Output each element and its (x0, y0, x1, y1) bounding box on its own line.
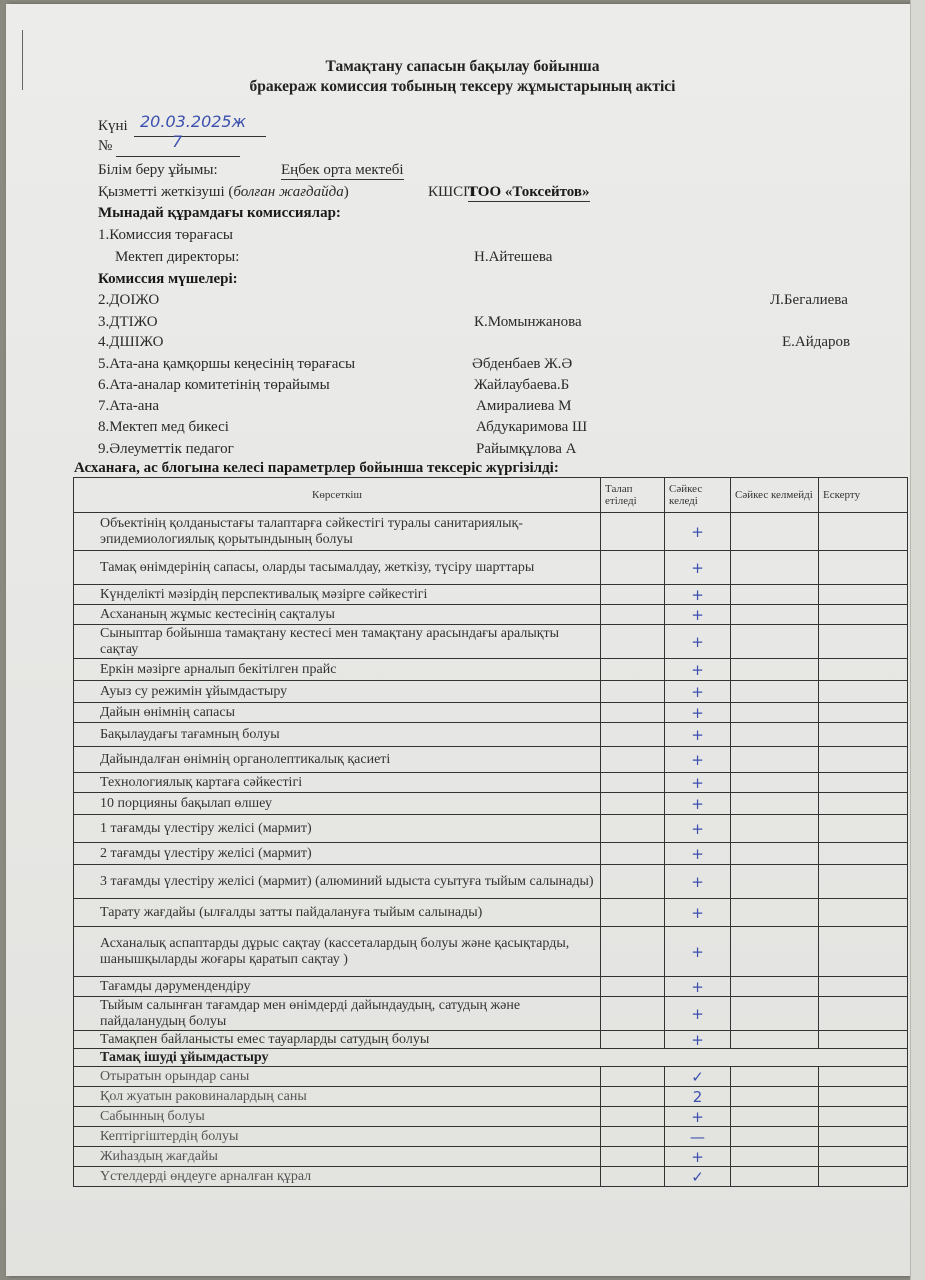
col-header-noncompliant: Сәйкес келмейді (731, 478, 819, 513)
col-header-note: Ескерту (819, 478, 908, 513)
document-title-line2: бракераж комиссия тобының тексеру жұмыстарының актісі (249, 78, 676, 95)
row-noncompliant (731, 513, 819, 551)
row-compliant-mark: + (665, 1107, 731, 1127)
page-edge (910, 0, 925, 1280)
row-required (601, 899, 665, 927)
row-indicator: Бақылаудағы тағамның болуы (74, 723, 601, 747)
row-required (601, 747, 665, 773)
supplier-hint: болған жағдайда (233, 184, 344, 200)
table-row (74, 773, 908, 793)
row-compliant-mark: — (665, 1127, 731, 1147)
row-indicator: 2 тағамды үлестіру желісі (мармит) (74, 843, 601, 865)
row-required (601, 625, 665, 659)
row-compliant-mark: + (665, 1031, 731, 1049)
row-indicator: 1 тағамды үлестіру желісі (мармит) (74, 815, 601, 843)
row-required (601, 703, 665, 723)
director-label: Мектеп директоры: (115, 249, 240, 265)
row-noncompliant (731, 843, 819, 865)
member-role: 2.ДОІЖО (98, 292, 160, 308)
row-note (819, 899, 908, 927)
table-intro: Асханаға, ас блогына келесі параметрлер бойынша тексеріс жүргізілді: (74, 460, 559, 476)
row-indicator: Еркін мәзірге арналып бекітілген прайс (74, 659, 601, 681)
commission-heading: Мынадай құрамдағы комиссиялар: (98, 205, 341, 221)
table-row (74, 899, 908, 927)
row-required (601, 513, 665, 551)
row-indicator: Тарату жағдайы (ылғалды затты пайдалануға тыйым салынады) (74, 899, 601, 927)
director-name: Н.Айтешева (474, 249, 553, 265)
row-note (819, 773, 908, 793)
row-required (601, 585, 665, 605)
row-indicator: 3 тағамды үлестіру желісі (мармит) (алюминий ыдыста суытуға тыйым салынады) (74, 865, 601, 899)
row-required (601, 865, 665, 899)
member-name: Жайлаубаева.Б (474, 377, 570, 393)
member-role: 4.ДШІЖО (98, 334, 164, 350)
row-note (819, 1127, 908, 1147)
supplier-line (98, 184, 349, 201)
row-compliant-mark: + (665, 997, 731, 1031)
row-required (601, 1167, 665, 1187)
row-required (601, 815, 665, 843)
row-indicator: Технологиялық картаға сәйкестігі (74, 773, 601, 793)
table-row (74, 1067, 908, 1087)
table-row (74, 997, 908, 1031)
row-noncompliant (731, 681, 819, 703)
org-value: Еңбек орта мектебі (281, 162, 404, 178)
row-note (819, 1067, 908, 1087)
table-row (74, 815, 908, 843)
table-row (74, 747, 908, 773)
row-indicator: Тағамды дәрумендендіру (74, 977, 601, 997)
row-required (601, 793, 665, 815)
table-row (74, 843, 908, 865)
row-compliant-mark: ✓ (665, 1067, 731, 1087)
supplier-close: ) (343, 184, 349, 200)
section-row (74, 1049, 908, 1067)
row-noncompliant (731, 1107, 819, 1127)
supplier-label: Қызметті жеткізуші ( (98, 184, 234, 200)
row-note (819, 659, 908, 681)
member-name: Әбденбаев Ж.Ә (472, 356, 573, 372)
row-indicator: Асханалық аспаптарды дұрыс сақтау (кассеталардың болуы және қасықтарды, шанышқыларды жоғары қаратып сақтау ) (74, 927, 601, 977)
row-indicator: Отыратын орындар саны (74, 1067, 601, 1087)
table-header-row (74, 478, 908, 513)
commission-chair-label: 1.Комиссия төрағасы (98, 227, 233, 243)
col-header-compliant: Сәйкес келеді (665, 478, 731, 513)
row-note (819, 703, 908, 723)
row-indicator: 10 порцияны бақылап өлшеу (74, 793, 601, 815)
number-value: 7 (172, 132, 183, 151)
col-header-indicator: Көрсеткіш (74, 478, 601, 513)
row-compliant-mark: + (665, 773, 731, 793)
row-compliant-mark: + (665, 625, 731, 659)
row-compliant-mark: + (665, 681, 731, 703)
member-role: 8.Мектеп мед бикесі (98, 419, 229, 435)
supplier-prefix: КШСП (428, 184, 474, 200)
row-noncompliant (731, 899, 819, 927)
row-required (601, 1067, 665, 1087)
row-required (601, 1127, 665, 1147)
inspection-table (73, 477, 908, 1187)
row-compliant-mark: + (665, 703, 731, 723)
table-row (74, 585, 908, 605)
row-note (819, 747, 908, 773)
row-noncompliant (731, 1147, 819, 1167)
row-compliant-mark: + (665, 659, 731, 681)
table-row (74, 723, 908, 747)
row-indicator: Тамақпен байланысты емес тауарларды сатудың болуы (74, 1031, 601, 1049)
table-row (74, 1127, 908, 1147)
table-row (74, 1107, 908, 1127)
row-noncompliant (731, 1087, 819, 1107)
row-required (601, 1087, 665, 1107)
row-note (819, 1087, 908, 1107)
row-indicator: Жиһаздың жағдайы (74, 1147, 601, 1167)
row-indicator: Күнделікті мәзірдің перспективалық мәзірге сәйкестігі (74, 585, 601, 605)
row-compliant-mark: + (665, 815, 731, 843)
row-noncompliant (731, 1127, 819, 1147)
members-heading: Комиссия мүшелері: (98, 271, 238, 287)
member-name: Амиралиева М (476, 398, 572, 414)
table-row (74, 865, 908, 899)
row-required (601, 773, 665, 793)
row-required (601, 605, 665, 625)
row-note (819, 585, 908, 605)
row-note (819, 977, 908, 997)
row-required (601, 681, 665, 703)
row-required (601, 843, 665, 865)
row-required (601, 927, 665, 977)
row-noncompliant (731, 865, 819, 899)
row-required (601, 1107, 665, 1127)
row-noncompliant (731, 997, 819, 1031)
row-compliant-mark: + (665, 843, 731, 865)
table-row (74, 977, 908, 997)
table-row (74, 551, 908, 585)
row-note (819, 1147, 908, 1167)
row-noncompliant (731, 977, 819, 997)
row-indicator: Тамақ өнімдерінің сапасы, оларды тасымалдау, жеткізу, түсіру шарттары (74, 551, 601, 585)
row-noncompliant (731, 1067, 819, 1087)
row-note (819, 997, 908, 1031)
row-indicator: Ауыз су режимін ұйымдастыру (74, 681, 601, 703)
row-noncompliant (731, 605, 819, 625)
row-note (819, 681, 908, 703)
row-indicator: Сабынның болуы (74, 1107, 601, 1127)
row-indicator: Тыйым салынған тағамдар мен өнімдерді дайындаудың, сатудың және пайдаланудың болуы (74, 997, 601, 1031)
row-indicator: Асхананың жұмыс кестесінің сақталуы (74, 605, 601, 625)
row-noncompliant (731, 551, 819, 585)
row-noncompliant (731, 703, 819, 723)
member-name: Райымқұлова А (476, 441, 577, 457)
row-noncompliant (731, 773, 819, 793)
row-required (601, 551, 665, 585)
row-required (601, 723, 665, 747)
row-compliant-mark: + (665, 927, 731, 977)
row-compliant-mark: + (665, 793, 731, 815)
row-compliant-mark: + (665, 723, 731, 747)
row-compliant-mark: + (665, 747, 731, 773)
row-noncompliant (731, 793, 819, 815)
table-row (74, 1147, 908, 1167)
row-note (819, 723, 908, 747)
row-indicator: Дайын өнімнің сапасы (74, 703, 601, 723)
row-compliant-mark: ✓ (665, 1167, 731, 1187)
member-role: 9.Әлеуметтік педагог (98, 441, 234, 457)
row-required (601, 1031, 665, 1049)
row-compliant-mark: + (665, 605, 731, 625)
row-note (819, 605, 908, 625)
member-name: К.Момынжанова (474, 314, 582, 330)
row-compliant-mark: + (665, 899, 731, 927)
table-row (74, 793, 908, 815)
table-row (74, 605, 908, 625)
row-note (819, 513, 908, 551)
row-note (819, 927, 908, 977)
row-noncompliant (731, 723, 819, 747)
member-name: Абдукаримова Ш (476, 419, 588, 435)
member-name: Л.Бегалиева (770, 292, 848, 308)
member-name: Е.Айдаров (782, 334, 851, 350)
row-indicator: Дайындалған өнімнің органолептикалық қасиеті (74, 747, 601, 773)
table-row (74, 703, 908, 723)
table-row (74, 625, 908, 659)
row-compliant-mark: + (665, 551, 731, 585)
col-header-required: Талап етіледі (601, 478, 665, 513)
row-noncompliant (731, 815, 819, 843)
member-role: 6.Ата-аналар комитетінің төрайымы (98, 377, 330, 393)
document-title-line1: Тамақтану сапасын бақылау бойынша (325, 58, 600, 75)
row-indicator: Үстелдерді өңдеуге арналған құрал (74, 1167, 601, 1187)
row-note (819, 815, 908, 843)
row-note (819, 793, 908, 815)
row-note (819, 1031, 908, 1049)
section-heading: Тамақ ішуді ұйымдастыру (74, 1049, 908, 1067)
row-note (819, 625, 908, 659)
row-indicator: Қол жуатын раковиналардың саны (74, 1087, 601, 1107)
row-noncompliant (731, 927, 819, 977)
date-value: 20.03.2025ж (140, 112, 247, 131)
row-compliant-mark: + (665, 865, 731, 899)
row-noncompliant (731, 625, 819, 659)
date-label: Күні (98, 118, 128, 134)
table-row (74, 659, 908, 681)
row-noncompliant (731, 585, 819, 605)
row-compliant-mark: + (665, 513, 731, 551)
row-indicator: Объектінің қолданыстағы талаптарға сәйкестігі туралы санитариялық-эпидемиологиялық қорытындының болуы (74, 513, 601, 551)
member-role: 7.Ата-ана (98, 398, 160, 414)
table-row (74, 513, 908, 551)
supplier-value: ТОО «Токсейтов» (468, 184, 590, 200)
row-noncompliant (731, 1167, 819, 1187)
row-noncompliant (731, 659, 819, 681)
row-compliant-mark: + (665, 585, 731, 605)
table-row (74, 1031, 908, 1049)
row-indicator: Кептіргіштердің болуы (74, 1127, 601, 1147)
row-note (819, 1167, 908, 1187)
row-required (601, 997, 665, 1031)
row-compliant-mark: 2 (665, 1087, 731, 1107)
table-row (74, 1087, 908, 1107)
row-required (601, 659, 665, 681)
row-compliant-mark: + (665, 977, 731, 997)
row-compliant-mark: + (665, 1147, 731, 1167)
row-note (819, 865, 908, 899)
member-role: 3.ДТІЖО (98, 314, 158, 330)
row-note (819, 843, 908, 865)
number-label: № (98, 138, 113, 154)
table-row (74, 1167, 908, 1187)
member-role: 5.Ата-ана қамқоршы кеңесінің төрағасы (98, 356, 356, 372)
org-label: Білім беру ұйымы: (98, 162, 218, 178)
table-row (74, 681, 908, 703)
row-required (601, 1147, 665, 1167)
row-indicator: Сыныптар бойынша тамақтану кестесі мен тамақтану арасындағы аралықты сақтау (74, 625, 601, 659)
row-required (601, 977, 665, 997)
row-noncompliant (731, 1031, 819, 1049)
row-noncompliant (731, 747, 819, 773)
row-note (819, 551, 908, 585)
row-note (819, 1107, 908, 1127)
table-row (74, 927, 908, 977)
